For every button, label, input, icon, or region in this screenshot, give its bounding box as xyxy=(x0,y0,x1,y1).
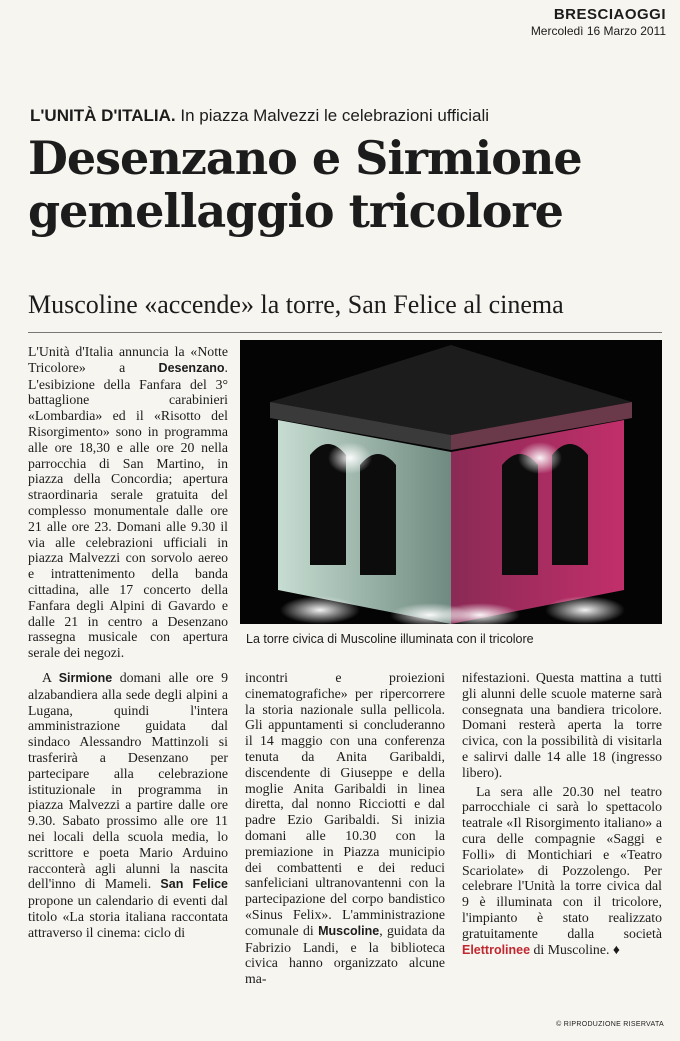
subheadline: Muscoline «accende» la torre, San Felice al cinema xyxy=(28,290,564,319)
paragraph-text: domani alle ore 9 alzabandiera alla sede degli alpini a Lugana, quindi l'intera amministrazione guidata dal sindaco Alessandro Mattinzoli si trasferirà a Desenzano per partecipare alla celebrazione istituzionale in programma in piazza Malvezzi a partire dalle ore 9.30. Sabato prossimo alle ore 11 nei locali della scuola media, lo scrittore e poeta Mario Arduino racconterà agli alunni la nascita dell'inno di Mameli. xyxy=(28,670,228,892)
headline-line-1: Desenzano e Sirmione xyxy=(28,131,582,185)
article-column-2 xyxy=(245,670,445,990)
masthead xyxy=(531,6,666,38)
article-paragraph-5 xyxy=(462,784,662,959)
copyright-notice: © RIPRODUZIONE RISERVATA xyxy=(556,1021,664,1028)
newspaper-name: BRESCIAOGGI xyxy=(553,6,666,23)
kicker-text: In piazza Malvezzi le celebrazioni ufficiali xyxy=(175,106,490,125)
article-column-1-top xyxy=(28,344,228,664)
headline xyxy=(28,132,668,238)
place-name: Sirmione xyxy=(58,671,113,685)
company-name: Elettrolinee xyxy=(462,942,531,957)
paragraph-text: A xyxy=(42,670,59,685)
article-column-1-bottom xyxy=(28,670,228,944)
photo-caption: La torre civica di Muscoline illuminata con il tricolore xyxy=(246,632,534,646)
article-paragraph-2 xyxy=(28,670,228,941)
paragraph-text: . L'esibizione della Fanfara del 3° battaglione carabinieri «Lombardia» ed il «Risotto del Risorgimento» sono in programma alle ore 18,30 e alle ore 20 nella parrocchia di San Martino, in piazza della Concordia; apertura straordinaria serale gratuita del complesso monumentale dalle ore 21 alle ore 23. Domani alle 9.30 il via alle celebrazioni ufficiali in piazza Malvezzi con sorvolo aereo e intrattenimento della banda cittadina, alle 17 concerto della Fanfara degli Alpini di Gavardo e dalle 21 in centro a Desenzano rassegna musicale con apertura serale dei negozi. xyxy=(28,359,228,661)
paragraph-text: , guidata da Fabrizio Landi, e la biblioteca civica hanno organizzato alcune ma- xyxy=(245,922,445,987)
paragraph-text: incontri e proiezioni cinematografiche» per ripercorrere la storia nazionale sulla pellicola. Gli appuntamenti si concluderanno il 14 maggio con una conferenza tenuta da Anita Garibaldi, discendente di Giuseppe e della moglie Anita Garibaldi in linea diretta, dal nonno Ricciotti e dal padre Ezio Garibaldi. Si inizia domani alle 10.30 con la premiazione in Piazza municipio dei combattenti e dei reduci sanfeliciani ultranovantenni con la partecipazione del corpo bandistico «Sinus Felix». L'amministrazione comunale di xyxy=(245,670,445,938)
article-column-3 xyxy=(462,670,662,961)
paragraph-text: propone un calendario di eventi dal titolo «La storia italiana raccontata attraverso il cinema: ciclo di xyxy=(28,893,228,940)
place-name: Muscoline xyxy=(318,923,380,938)
kicker xyxy=(30,106,489,126)
paragraph-text: di Muscoline. ♦ xyxy=(530,941,620,957)
divider xyxy=(28,332,662,333)
place-name: San Felice xyxy=(160,877,228,892)
tower-photo xyxy=(240,340,662,624)
paragraph-text: L'Unità d'Italia annuncia la «Notte Tricolore» a xyxy=(28,344,228,375)
article-paragraph-4: nifestazioni. Questa mattina a tutti gli alunni delle scuole materne sarà consegnata una bandiera tricolore. Domani resterà aperta la torre civica, con la possibilità di visitarla e salirvi dalle 14 alle 18 (ingresso libero). xyxy=(462,670,662,780)
article-paragraph-3 xyxy=(245,670,445,987)
illuminated-tower-image xyxy=(240,340,662,624)
kicker-label: L'UNITÀ D'ITALIA. xyxy=(30,106,176,125)
publication-date: Mercoledì 16 Marzo 2011 xyxy=(530,24,666,38)
paragraph-text: La sera alle 20.30 nel teatro parrocchiale ci sarà lo spettacolo teatrale «Il Risorgimento italiano» a cura delle compagnie «Saggi e Folli» di Montichiari e «Teatro Scariolate» di Pozzolengo. Per celebrare l'Unità la torre civica dal 9 è illuminata con il tricolore, l'impianto è stato realizzato gratuitamente dalla società xyxy=(462,783,662,941)
headline-line-2: gemellaggio tricolore xyxy=(28,184,563,238)
place-name: Desenzano xyxy=(158,360,225,375)
article-paragraph-1 xyxy=(28,344,228,661)
